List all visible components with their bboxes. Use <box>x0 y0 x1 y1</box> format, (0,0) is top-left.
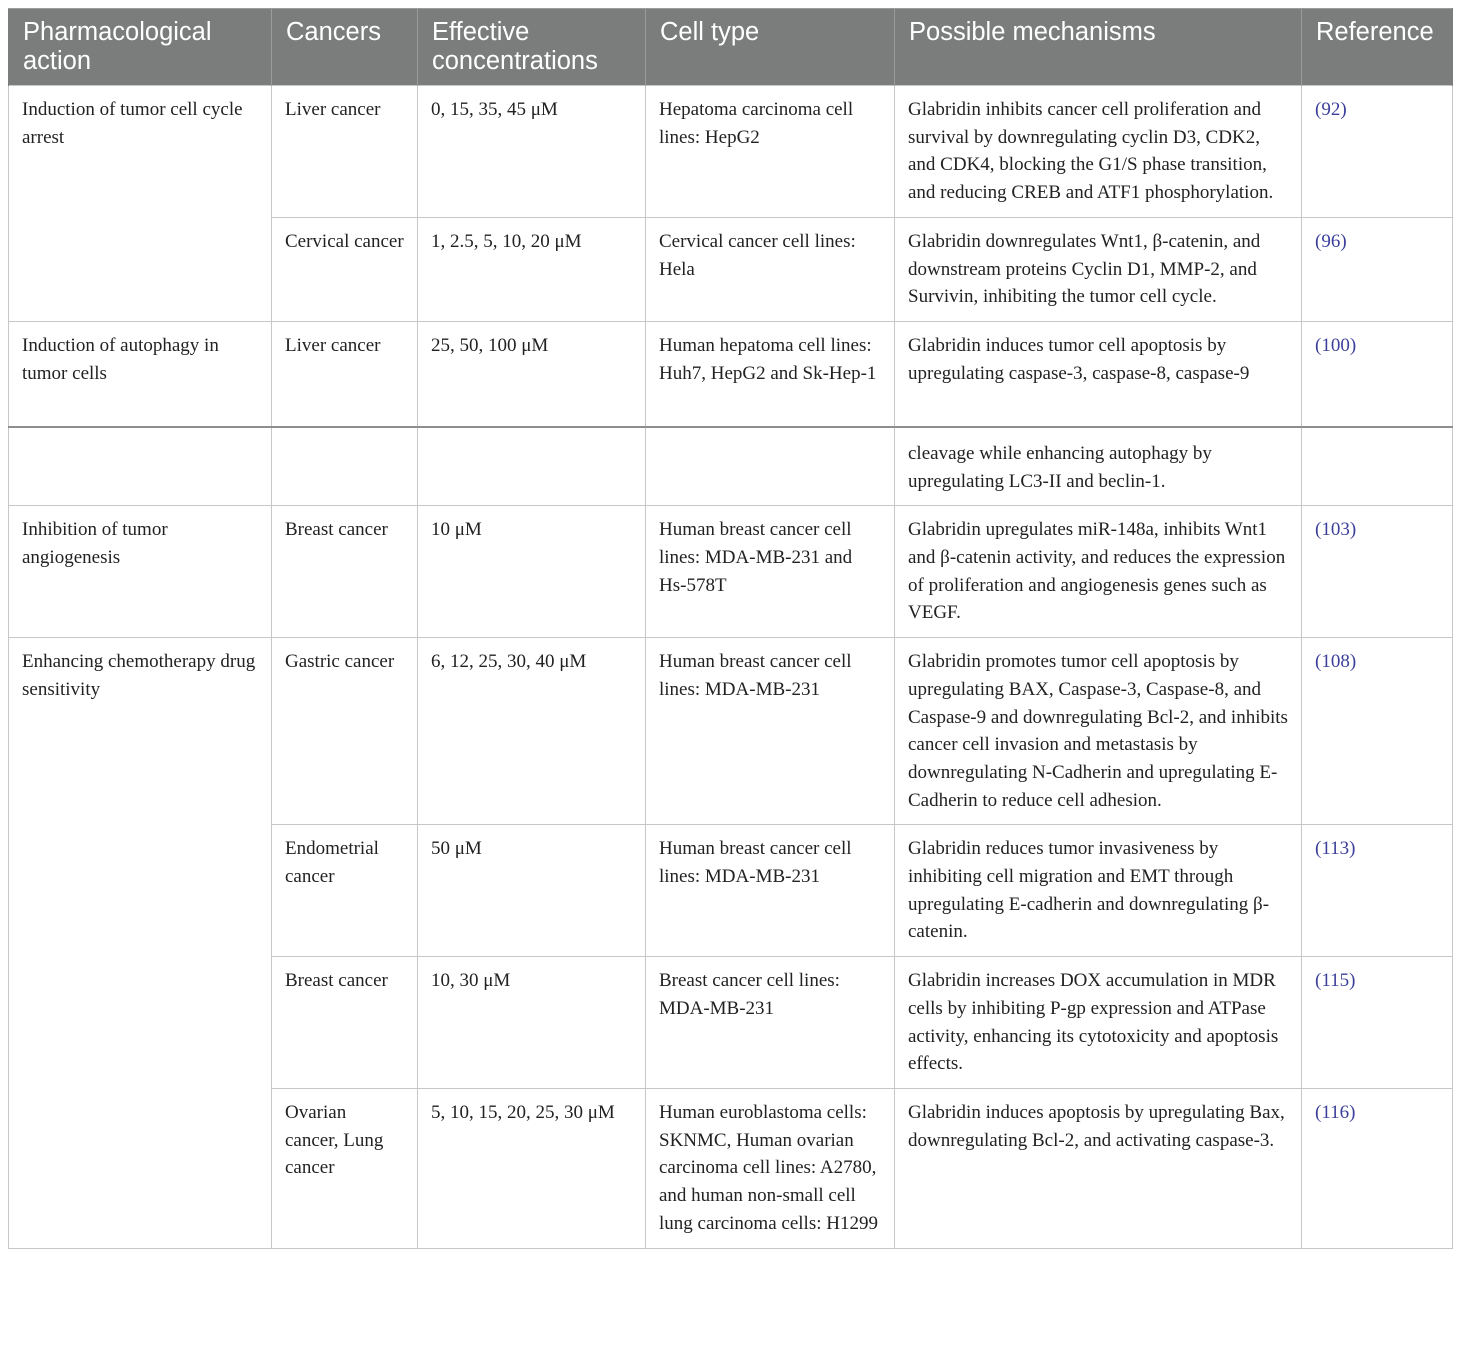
concentration-cell: 1, 2.5, 5, 10, 20 μM <box>418 217 646 321</box>
cell-type-cell: Human breast cancer cell lines: MDA-MB-231 <box>646 638 895 825</box>
reference-cell <box>1302 86 1453 218</box>
ref-open: ( <box>1315 1101 1322 1123</box>
header-cancers: Cancers <box>272 9 418 86</box>
action-cell: Enhancing chemotherapy drug sensitivity <box>9 638 272 1248</box>
ref-close: ) <box>1349 334 1357 356</box>
cancer-cell: Endometrial cancer <box>272 825 418 957</box>
concentration-cell: 0, 15, 35, 45 μM <box>418 86 646 218</box>
action-cell <box>9 427 272 506</box>
reference-link[interactable]: 100 <box>1321 334 1350 356</box>
ref-open: ( <box>1315 838 1322 860</box>
header-effective-concentrations: Effective concentrations <box>418 9 646 86</box>
concentration-cell: 10 μM <box>418 506 646 638</box>
cell-type-cell: Human hepatoma cell lines: Huh7, HepG2 and Sk-Hep-1 <box>646 321 895 427</box>
ref-close: ) <box>1349 1101 1356 1123</box>
reference-cell <box>1302 638 1453 825</box>
mechanism-cell: Glabridin induces tumor cell apoptosis by upregulating caspase-3, caspase-8, caspase-9 <box>895 321 1302 427</box>
reference-link[interactable]: 103 <box>1321 519 1350 541</box>
cancer-cell: Liver cancer <box>272 86 418 218</box>
reference-cell <box>1302 1088 1453 1248</box>
header-cell-type: Cell type <box>646 9 895 86</box>
ref-open: ( <box>1315 970 1322 992</box>
cell-type-cell: Hepatoma carcinoma cell lines: HepG2 <box>646 86 895 218</box>
cell-type-cell: Breast cancer cell lines: MDA-MB-231 <box>646 957 895 1089</box>
mechanism-cell: Glabridin promotes tumor cell apoptosis by upregulating BAX, Caspase-3, Caspase-8, and Caspase-9 and downregulating Bcl-2, and inhibits cancer cell invasion and metastasis by downregulating N-Cadherin and upregulating E-Cadherin to reduce cell adhesion. <box>895 638 1302 825</box>
ref-open: ( <box>1315 519 1322 541</box>
cell-type-cell: Human breast cancer cell lines: MDA-MB-231 <box>646 825 895 957</box>
cancer-cell: Breast cancer <box>272 506 418 638</box>
mechanism-cell: Glabridin reduces tumor invasiveness by inhibiting cell migration and EMT through upregulating E-cadherin and downregulating β-catenin. <box>895 825 1302 957</box>
cancer-cell: Gastric cancer <box>272 638 418 825</box>
header-possible-mechanisms: Possible mechanisms <box>895 9 1302 86</box>
ref-close: ) <box>1349 519 1357 541</box>
reference-link[interactable]: 116 <box>1321 1101 1350 1123</box>
ref-open: ( <box>1315 651 1322 673</box>
cancer-cell: Ovarian cancer, Lung cancer <box>272 1088 418 1248</box>
cancer-cell <box>272 427 418 506</box>
action-cell: Induction of tumor cell cycle arrest <box>9 86 272 322</box>
reference-link[interactable]: 96 <box>1321 230 1341 252</box>
ref-open: ( <box>1315 334 1322 356</box>
cancer-cell: Cervical cancer <box>272 217 418 321</box>
ref-open: ( <box>1315 230 1322 252</box>
cell-type-cell: Cervical cancer cell lines: Hela <box>646 217 895 321</box>
mechanism-cell: Glabridin downregulates Wnt1, β-catenin, and downstream proteins Cyclin D1, MMP-2, and Survivin, inhibiting the tumor cell cycle. <box>895 217 1302 321</box>
table-row <box>9 638 1453 825</box>
concentration-cell: 10, 30 μM <box>418 957 646 1089</box>
cancer-cell: Liver cancer <box>272 321 418 427</box>
mechanism-cell: Glabridin inhibits cancer cell proliferation and survival by downregulating cyclin D3, CDK2, and CDK4, blocking the G1/S phase transition, and reducing CREB and ATF1 phosphorylation. <box>895 86 1302 218</box>
mechanism-cell: Glabridin upregulates miR-148a, inhibits Wnt1 and β-catenin activity, and reduces the expression of proliferation and angiogenesis genes such as VEGF. <box>895 506 1302 638</box>
reference-link[interactable]: 115 <box>1321 970 1350 992</box>
reference-cell <box>1302 957 1453 1089</box>
header-reference: Reference <box>1302 9 1453 86</box>
table-row <box>9 321 1453 427</box>
pharmacology-table <box>8 8 1453 1249</box>
table-row <box>9 506 1453 638</box>
concentration-cell: 50 μM <box>418 825 646 957</box>
ref-close: ) <box>1349 970 1356 992</box>
reference-link[interactable]: 108 <box>1321 651 1350 673</box>
ref-open: ( <box>1315 99 1322 120</box>
concentration-cell: 5, 10, 15, 20, 25, 30 μM <box>418 1088 646 1248</box>
action-cell: Induction of autophagy in tumor cells <box>9 321 272 427</box>
reference-link[interactable]: 92 <box>1321 99 1341 120</box>
reference-cell <box>1302 506 1453 638</box>
mechanism-cell: cleavage while enhancing autophagy by upregulating LC3-II and beclin-1. <box>895 427 1302 506</box>
header-pharmacological-action: Pharmacological action <box>9 9 272 86</box>
cell-type-cell: Human euroblastoma cells: SKNMC, Human ovarian carcinoma cell lines: A2780, and human non-small cell lung carcinoma cells: H1299 <box>646 1088 895 1248</box>
ref-close: ) <box>1349 838 1356 860</box>
reference-cell <box>1302 427 1453 506</box>
reference-cell <box>1302 321 1453 427</box>
cancer-cell: Breast cancer <box>272 957 418 1089</box>
table-row <box>9 86 1453 218</box>
header-row <box>9 9 1453 86</box>
ref-close: ) <box>1340 230 1347 252</box>
cell-type-cell: Human breast cancer cell lines: MDA-MB-231 and Hs-578T <box>646 506 895 638</box>
action-cell: Inhibition of tumor angiogenesis <box>9 506 272 638</box>
concentration-cell <box>418 427 646 506</box>
reference-cell <box>1302 825 1453 957</box>
mechanism-cell: Glabridin induces apoptosis by upregulating Bax, downregulating Bcl-2, and activating caspase-3. <box>895 1088 1302 1248</box>
ref-close: ) <box>1340 99 1347 120</box>
table-row-continuation <box>9 427 1453 506</box>
cell-type-cell <box>646 427 895 506</box>
ref-close: ) <box>1349 651 1357 673</box>
concentration-cell: 25, 50, 100 μM <box>418 321 646 427</box>
concentration-cell: 6, 12, 25, 30, 40 μM <box>418 638 646 825</box>
reference-link[interactable]: 113 <box>1321 838 1350 860</box>
mechanism-cell: Glabridin increases DOX accumulation in MDR cells by inhibiting P-gp expression and ATPase activity, enhancing its cytotoxicity and apoptosis effects. <box>895 957 1302 1089</box>
reference-cell <box>1302 217 1453 321</box>
